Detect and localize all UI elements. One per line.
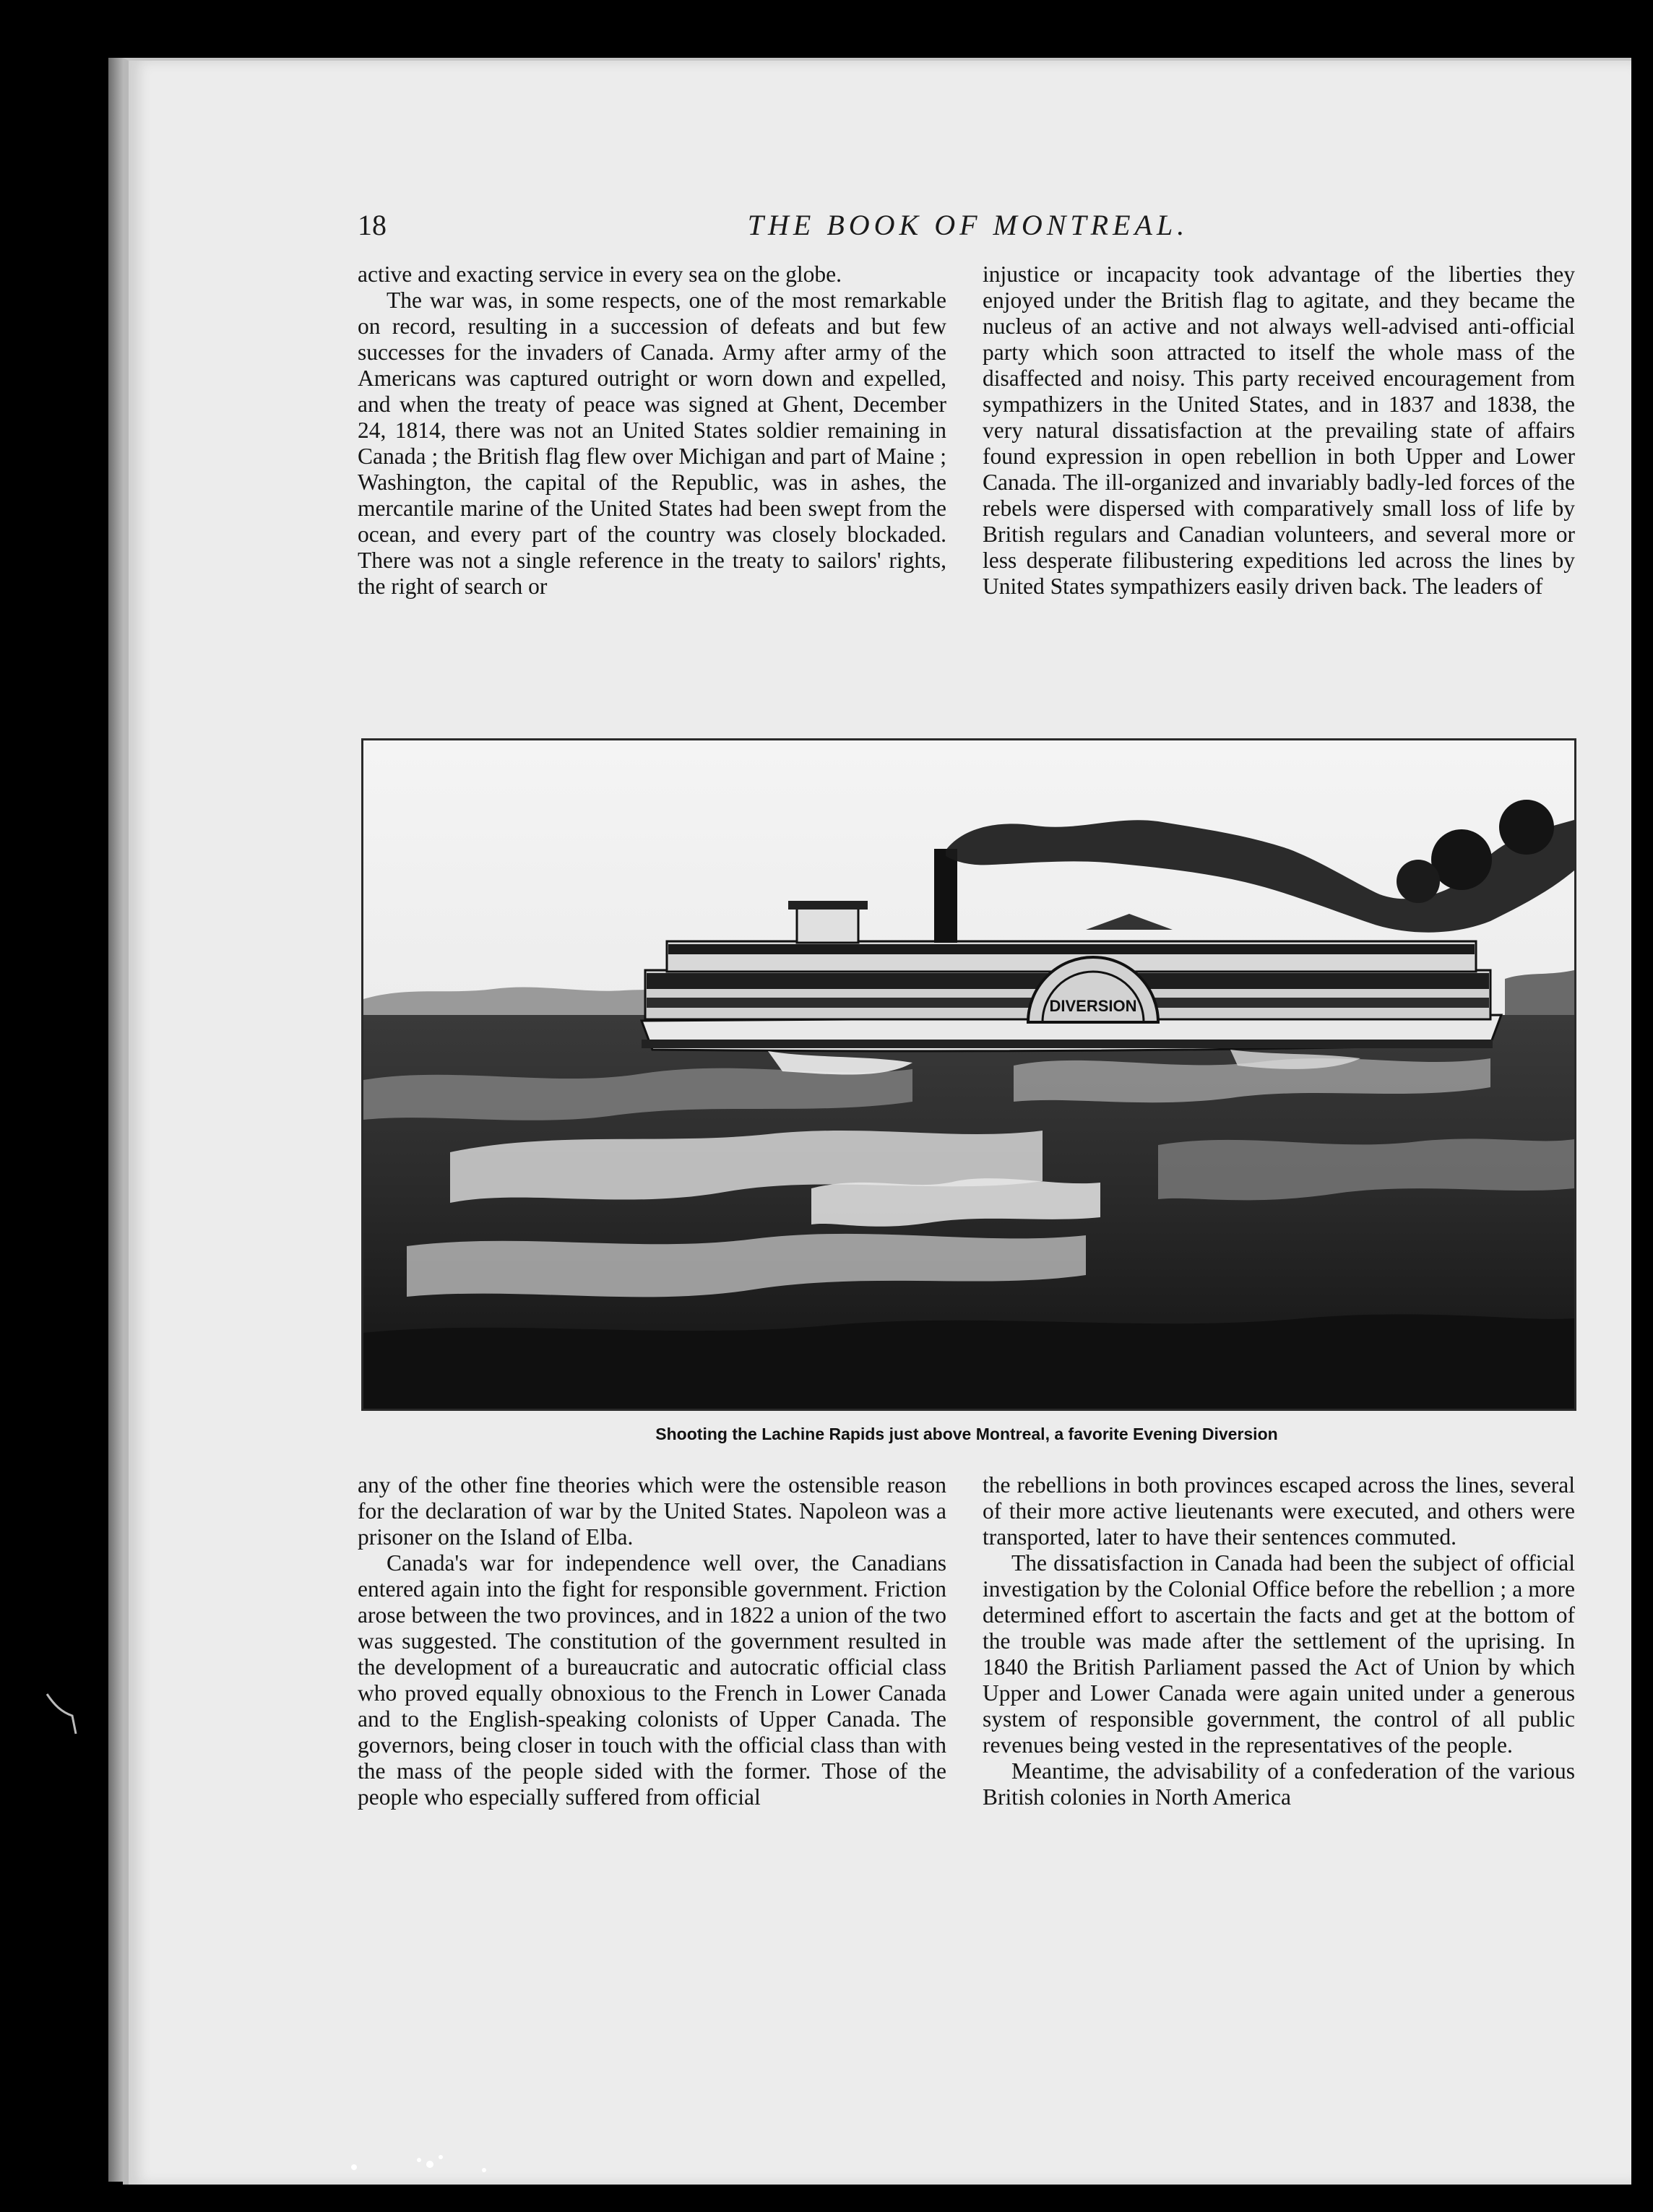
paragraph: active and exacting service in every sea on the globe. — [358, 262, 842, 287]
paragraph: injustice or incapacity took advantage of the liberties they enjoyed under the British flag to agitate, and they became the nucleus of an active and not always well-advised anti-official party which soon attracted to itself the whole mass of the disaffected and noisy. This party received encouragement from sympathizers in the United States, and in 1837 and 1838, the very natural dissatisfaction at the prevailing state of affairs found expression in open rebellion in both Upper and Lower Canada. The ill-organized and invariably badly-led forces of the rebels were dispersed with comparatively small loss of life by British regulars and Canadian volunteers, and several more or less desperate filibustering expeditions led across the lines by United States sympathizers easily driven back. The leaders of — [983, 262, 1575, 599]
steamboat-photograph — [361, 738, 1576, 1411]
scan-specks — [340, 2138, 556, 2182]
book-title: THE BOOK OF MONTREAL. — [747, 209, 1189, 241]
paragraph: Meantime, the advisability of a confederation of the various British colonies in North America — [983, 1758, 1575, 1810]
text-column-bottom-right — [983, 1472, 1575, 1935]
page-number: 18 — [358, 209, 387, 241]
paragraph: the rebellions in both provinces escaped across the lines, several of their more active lieutenants were executed, and others were transported, later to have their sentences commuted. — [983, 1472, 1575, 1550]
photo-caption: Shooting the Lachine Rapids just above Montreal, a favorite Evening Diversion — [655, 1425, 1278, 1443]
boat-name-lettering: DIVERSION — [1049, 997, 1137, 1015]
paragraph: The war was, in some respects, one of the most remarkable on record, resulting in a succession of defeats and but few successes for the invaders of Canada. Army after army of the Americans was captured outright or worn down and expelled, and when the treaty of peace was signed at Ghent, December 24, 1814, there was not an United States soldier remaining in Canada ; the British flag flew over Michigan and part of Maine ; Washington, the capital of the Republic, was in ashes, the mercantile marine of the United States had been swept from the ocean, and every part of the country was closely blockaded. There was not a single reference in the treaty to sailors' rights, the right of search or — [358, 288, 946, 599]
paragraph: Canada's war for independence well over, the Canadians entered again into the fight for responsible government. Friction arose between the two provinces, and in 1822 a union of the two was suggested. The constitution of the government resulted in the development of a bureaucratic and autocratic official class who proved equally obnoxious to the French in Lower Canada and to the English-speaking colonists of Upper Canada. The governors, being closer in touch with the official class than with the mass of the people sided with the former. Those of the people who especially suffered from official — [358, 1550, 946, 1810]
running-head — [358, 208, 1579, 241]
paragraph: The dissatisfaction in Canada had been the subject of official investigation by the Colonial Office before the rebellion ; a more determined effort to ascertain the facts and get at the bottom of the trouble was made after the settlement of the uprising. In 1840 the British Parliament passed the Act of Union by which Upper and Lower Canada were again united under a generous system of responsible government, the control of all public revenues being vested in the representatives of the people. — [983, 1550, 1575, 1758]
scan-mark — [40, 1690, 83, 1741]
paragraph: any of the other fine theories which were the ostensible reason for the declaration of war by the United States. Napoleon was a prisoner on the Island of Elba. — [358, 1472, 946, 1550]
text-column-top-right — [983, 262, 1575, 724]
text-column-top-left — [358, 262, 946, 724]
text-column-bottom-left — [358, 1472, 946, 1935]
page-edge-shadow — [108, 58, 124, 2182]
